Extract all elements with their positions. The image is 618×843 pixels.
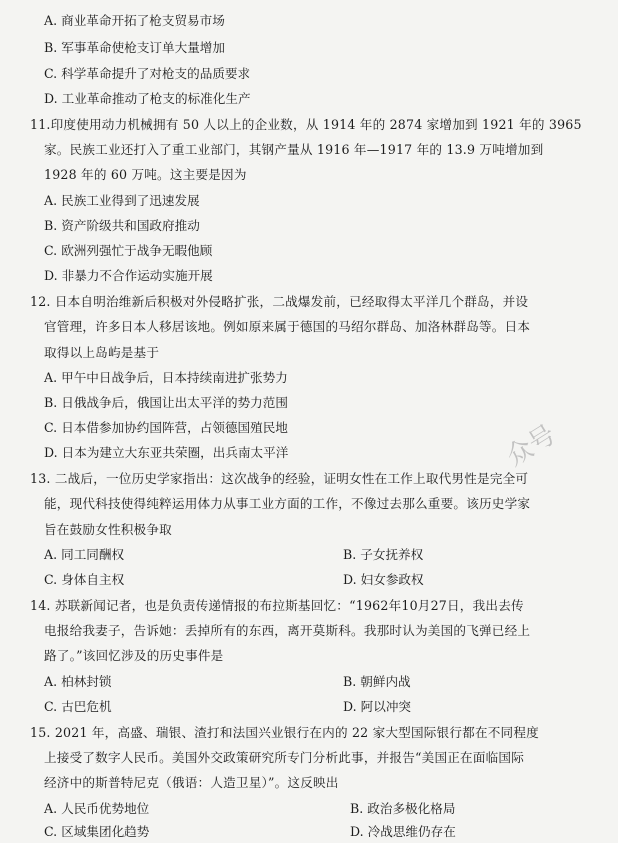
q10-option-a: A. 商业革命开拓了枪支贸易市场 — [44, 13, 225, 28]
q14-option-c: C. 古巴危机 — [44, 699, 112, 714]
q14-stem-line-3: 路了。”该回忆涉及的历史事件是 — [44, 648, 224, 663]
q14-option-a: A. 柏林封锁 — [44, 674, 112, 689]
q11-option-a: A. 民族工业得到了迅速发展 — [44, 193, 200, 208]
q12-option-a: A. 甲午中日战争后，日本持续南进扩张势力 — [44, 370, 288, 385]
q15-option-c: C. 区域集团化趋势 — [44, 824, 150, 839]
q13-option-b: B. 子女抚养权 — [343, 547, 424, 562]
q12-option-d: D. 日本为建立大东亚共荣圈，出兵南太平洋 — [44, 445, 289, 460]
q15-option-a: A. 人民币优势地位 — [44, 801, 150, 816]
q14-stem-line-2: 电报给我妻子，告诉她：丢掉所有的东西，离开莫斯科。我那时认为美国的飞弹已经上 — [44, 623, 531, 638]
q11-option-c: C. 欧洲列强忙于战争无暇他顾 — [44, 243, 213, 258]
q14-option-b: B. 朝鲜内战 — [343, 674, 411, 689]
q13-option-a: A. 同工同酬权 — [44, 547, 125, 562]
q13-option-d: D. 妇女参政权 — [343, 572, 424, 587]
q15-option-d: D. 冷战思维仍存在 — [350, 824, 456, 839]
q15-option-b: B. 政治多极化格局 — [350, 801, 456, 816]
q14-stem-line-1: 14. 苏联新闻记者，也是负责传递情报的布拉斯基回忆：“1962年10月27日，我出去传 — [30, 598, 524, 613]
q13-stem-line-3: 旨在鼓励女性积极争取 — [44, 522, 172, 537]
q13-option-c: C. 身体自主权 — [44, 572, 125, 587]
q12-option-b: B. 日俄战争后，俄国让出太平洋的势力范围 — [44, 395, 288, 410]
q11-stem-line-1: 11.印度使用动力机械拥有 50 人以上的企业数，从 1914 年的 2874 家增加到 1921 年的 3965 — [30, 117, 582, 132]
q15-stem-line-1: 15. 2021 年，高盛、瑞银、渣打和法国兴业银行在内的 22 家大型国际银行都在不同程度 — [30, 725, 539, 740]
q11-option-b: B. 资产阶级共和国政府推动 — [44, 218, 200, 233]
q14-option-d: D. 阿以冲突 — [343, 699, 412, 714]
q10-option-c: C. 科学革命提升了对枪支的品质要求 — [44, 66, 251, 81]
q12-stem-line-3: 取得以上岛屿是基于 — [44, 345, 160, 360]
q10-option-d: D. 工业革命推动了枪支的标准化生产 — [44, 91, 251, 106]
q13-stem-line-2: 能，现代科技使得纯粹运用体力从事工业方面的工作，不像过去那么重要。该历史学家 — [44, 496, 531, 511]
q13-stem-line-1: 13. 二战后，一位历史学家指出：这次战争的经验，证明女性在工作上取代男性是完全可 — [30, 471, 529, 486]
q12-stem-line-1: 12. 日本自明治维新后积极对外侵略扩张，二战爆发前，已经取得太平洋几个群岛，并设 — [30, 294, 529, 309]
watermark-text: 众号 — [501, 419, 562, 473]
q11-stem-line-2: 家。民族工业还打入了重工业部门，其钢产量从 1916 年—1917 年的 13.9 万吨增加到 — [44, 142, 544, 157]
q10-option-b: B. 军事革命使枪支订单大量增加 — [44, 40, 225, 55]
q11-stem-line-3: 1928 年的 60 万吨。这主要是因为 — [44, 167, 247, 182]
q12-option-c: C. 日本借参加协约国阵营，占领德国殖民地 — [44, 420, 288, 435]
q15-stem-line-2: 上接受了数字人民币。美国外交政策研究所专门分析此事，并报告“美国正在面临国际 — [44, 750, 525, 765]
q12-stem-line-2: 官管理，许多日本人移居该地。例如原来属于德国的马绍尔群岛、加洛林群岛等。日本 — [44, 319, 531, 334]
q15-stem-line-3: 经济中的斯普特尼克（俄语：人造卫星）”。这反映出 — [44, 775, 339, 790]
q11-option-d: D. 非暴力不合作运动实施开展 — [44, 268, 213, 283]
